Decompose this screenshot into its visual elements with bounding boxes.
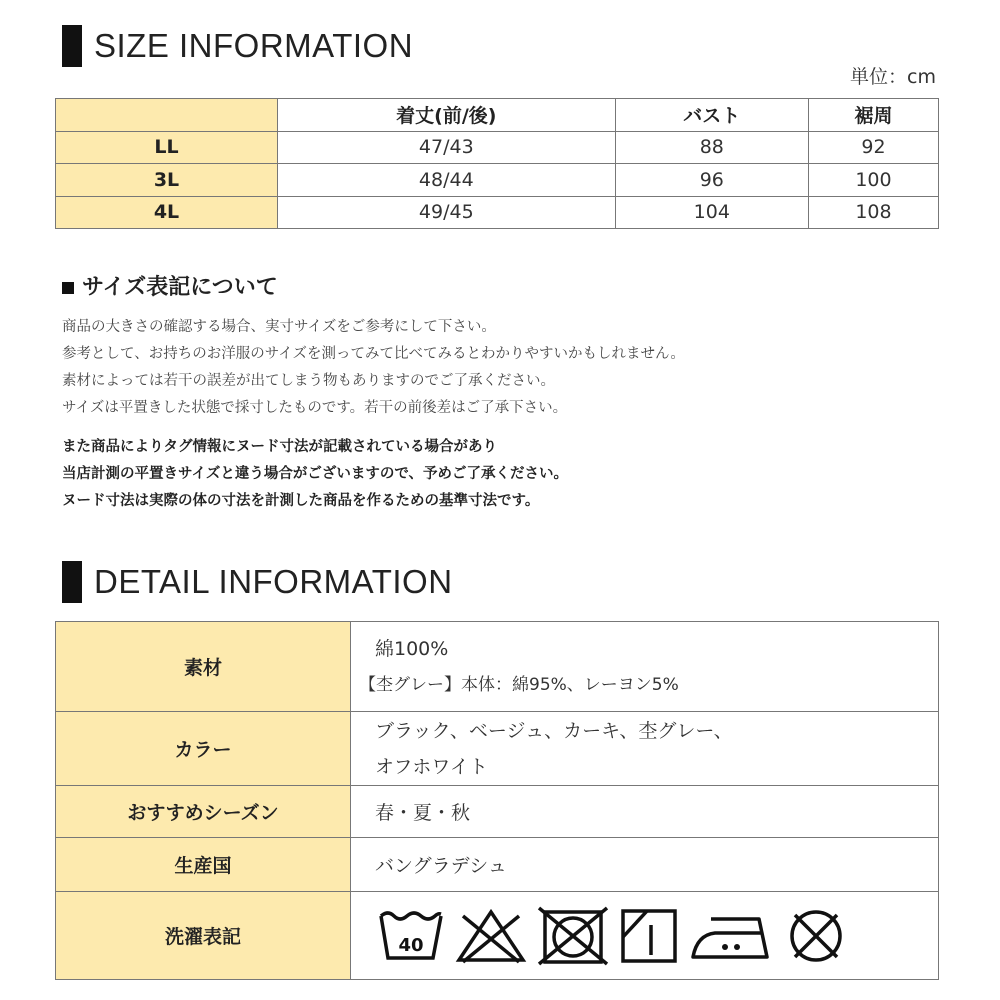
material-label: 素材 — [56, 622, 351, 712]
size-section-header — [62, 25, 413, 67]
line-dry-shade-icon — [619, 907, 679, 965]
color-line-1: ブラック、ベージュ、カーキ、杢グレー、 — [375, 719, 733, 742]
notes-title — [62, 270, 278, 301]
cell-hem: 100 — [808, 164, 938, 197]
season-label: おすすめシーズン — [56, 786, 351, 838]
unit-label: 単位：cm — [850, 66, 936, 88]
section-bar — [62, 561, 82, 603]
size-section-title: SIZE INFORMATION — [94, 27, 414, 64]
color-label: カラー — [56, 712, 351, 786]
detail-section-title: DETAIL INFORMATION — [94, 563, 453, 600]
detail-table — [55, 621, 939, 980]
size-table-corner — [56, 99, 278, 132]
detail-section-header — [62, 561, 453, 603]
detail-row-color — [56, 712, 939, 786]
care-value — [351, 892, 939, 980]
detail-row-season — [56, 786, 939, 838]
no-bleach-icon — [455, 908, 527, 964]
notes-title-text: サイズ表記について — [82, 275, 278, 300]
wash-40-icon — [377, 908, 445, 964]
cell-bust: 88 — [615, 131, 808, 164]
notes-body — [62, 314, 685, 422]
cell-length: 47/43 — [278, 131, 616, 164]
size-label: 4L — [56, 196, 278, 229]
cell-hem: 108 — [808, 196, 938, 229]
color-line-2: オフホワイト — [375, 755, 488, 778]
table-row — [56, 131, 939, 164]
cell-hem: 92 — [808, 131, 938, 164]
col-header-bust: バスト — [615, 99, 808, 132]
color-value — [351, 712, 939, 786]
detail-row-care — [56, 892, 939, 980]
table-row — [56, 196, 939, 229]
note-line: 参考として、お持ちのお洋服のサイズを測ってみて比べてみるとわかりやすいかもしれません。 — [62, 346, 685, 362]
detail-row-material — [56, 622, 939, 712]
detail-row-origin — [56, 838, 939, 892]
note-line: サイズは平置きした状態で採寸したものです。若干の前後差はご了承下さい。 — [62, 400, 568, 416]
note-bold-line: ヌード寸法は実際の体の寸法を計測した商品を作るための基準寸法です。 — [62, 493, 540, 509]
cell-bust: 104 — [615, 196, 808, 229]
no-tumble-dry-icon — [537, 906, 609, 966]
iron-medium-icon — [689, 909, 773, 963]
cell-bust: 96 — [615, 164, 808, 197]
notes-bold-body — [62, 434, 568, 515]
note-bold-line: また商品によりタグ情報にヌード寸法が記載されている場合があり — [62, 439, 497, 455]
origin-label: 生産国 — [56, 838, 351, 892]
square-bullet-icon — [62, 282, 74, 294]
note-line: 素材によっては若干の誤差が出てしまう物もありますのでご了承ください。 — [62, 373, 555, 389]
care-label: 洗濯表記 — [56, 892, 351, 980]
material-value — [351, 622, 939, 712]
section-bar — [62, 25, 82, 67]
size-label: 3L — [56, 164, 278, 197]
care-icons — [375, 906, 938, 966]
wash-temp-text: 40 — [398, 934, 424, 956]
table-row — [56, 164, 939, 197]
origin-value: バングラデシュ — [351, 838, 939, 892]
material-line-2: 【杢グレー】本体：綿95%、レーヨン5% — [359, 674, 679, 695]
cell-length: 48/44 — [278, 164, 616, 197]
material-line-1: 綿100% — [375, 637, 449, 660]
size-table — [55, 98, 939, 229]
size-label: LL — [56, 131, 278, 164]
size-table-header-row — [56, 99, 939, 132]
cell-length: 49/45 — [278, 196, 616, 229]
season-value: 春・夏・秋 — [351, 786, 939, 838]
note-bold-line: 当店計測の平置きサイズと違う場合がございますので、予めご了承ください。 — [62, 466, 569, 482]
no-dry-clean-icon — [783, 907, 849, 965]
note-line: 商品の大きさの確認する場合、実寸サイズをご参考にして下さい。 — [62, 319, 496, 335]
col-header-length: 着丈(前/後) — [278, 99, 616, 132]
col-header-hem: 裾周 — [808, 99, 938, 132]
